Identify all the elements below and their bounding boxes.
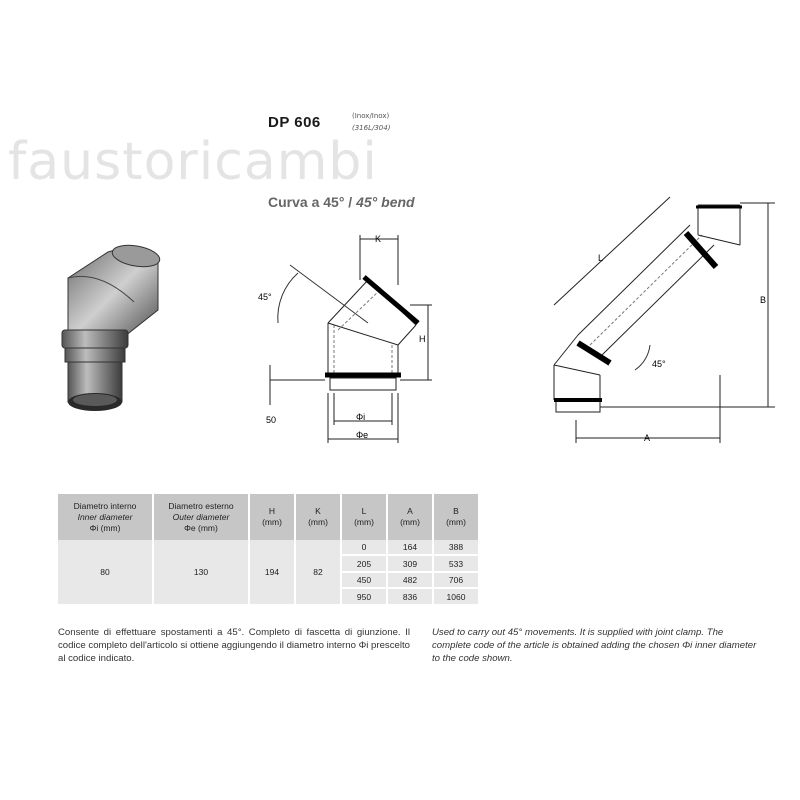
product-subtitle [268, 194, 415, 210]
dim-h-label: H [419, 334, 426, 344]
bend-technical-drawing [250, 225, 440, 450]
material-label: (Inox/Inox) [352, 112, 390, 120]
header-b [433, 494, 479, 540]
cell-a: 309 [387, 555, 433, 572]
header-k [295, 494, 341, 540]
header-text: (mm) [262, 517, 282, 527]
cell-l: 450 [341, 572, 387, 589]
header-a [387, 494, 433, 540]
cell-b: 706 [433, 572, 479, 589]
cell-b: 533 [433, 555, 479, 572]
cell-k: 82 [295, 540, 341, 605]
cell-b: 388 [433, 540, 479, 555]
cell-l: 0 [341, 540, 387, 555]
material-grade-label: (316L/304) [352, 124, 391, 132]
description-italian: Consente di effettuare spostamenti a 45°. Completo di fascetta di giunzione. Il codice completo dell'articolo si ottiene aggiungendo il diametro interno Φi prescelto al codice indicato. [58, 627, 410, 664]
watermark: faustoricambi [8, 132, 378, 192]
header-text: Inner diameter [77, 511, 133, 522]
dim-a-label: A [644, 433, 651, 443]
header-text: Diametro esterno [168, 500, 234, 511]
cell-h: 194 [249, 540, 295, 605]
table-row [58, 540, 479, 555]
product-photo [50, 240, 180, 415]
dim-phi-i-label: Φi [356, 412, 366, 422]
cell-a: 164 [387, 540, 433, 555]
header-text: K [315, 506, 321, 516]
specification-table [58, 494, 480, 606]
dim-l-label: L [598, 253, 604, 263]
description-english: Used to carry out 45° movements. It is supplied with joint clamp. The complete code of the article is obtained adding the chosen Φi inner diameter to the code shown. [432, 627, 757, 664]
dim-b-label: B [760, 295, 767, 305]
dim-angle-right-label: 45° [652, 359, 666, 369]
cell-b: 1060 [433, 588, 479, 605]
header-h [249, 494, 295, 540]
dim-phi-e-label: Φe [356, 430, 369, 440]
header-text: B [453, 506, 459, 516]
header-text: (mm) [400, 517, 420, 527]
subtitle-italian: Curva a 45° / [268, 194, 353, 210]
header-text: H [268, 506, 276, 516]
header-text: Outer diameter [172, 511, 230, 522]
cell-outer-diameter: 130 [153, 540, 249, 605]
header-text: (mm) [446, 517, 466, 527]
cell-l: 950 [341, 588, 387, 605]
header-outer-diameter [153, 494, 249, 540]
header-text: Φi (mm) [89, 522, 121, 533]
cell-a: 836 [387, 588, 433, 605]
product-code: DP 606 [268, 114, 321, 131]
header-text: Φe (mm) [184, 522, 218, 533]
header-text: (mm) [308, 517, 328, 527]
header-text: A [407, 506, 413, 516]
dim-angle-left-label: 45° [258, 292, 272, 302]
header-text: L [361, 506, 367, 516]
offset-technical-drawing [540, 195, 790, 450]
cell-inner-diameter: 80 [58, 540, 153, 605]
dim-50-label: 50 [266, 415, 277, 425]
header-text: (mm) [354, 517, 374, 527]
table-header-row [58, 494, 479, 540]
header-l [341, 494, 387, 540]
header-inner-diameter [58, 494, 153, 540]
cell-a: 482 [387, 572, 433, 589]
dim-k-label: K [375, 234, 382, 244]
subtitle-english: 45° bend [356, 194, 415, 210]
cell-l: 205 [341, 555, 387, 572]
header-text: Diametro interno [73, 500, 137, 511]
